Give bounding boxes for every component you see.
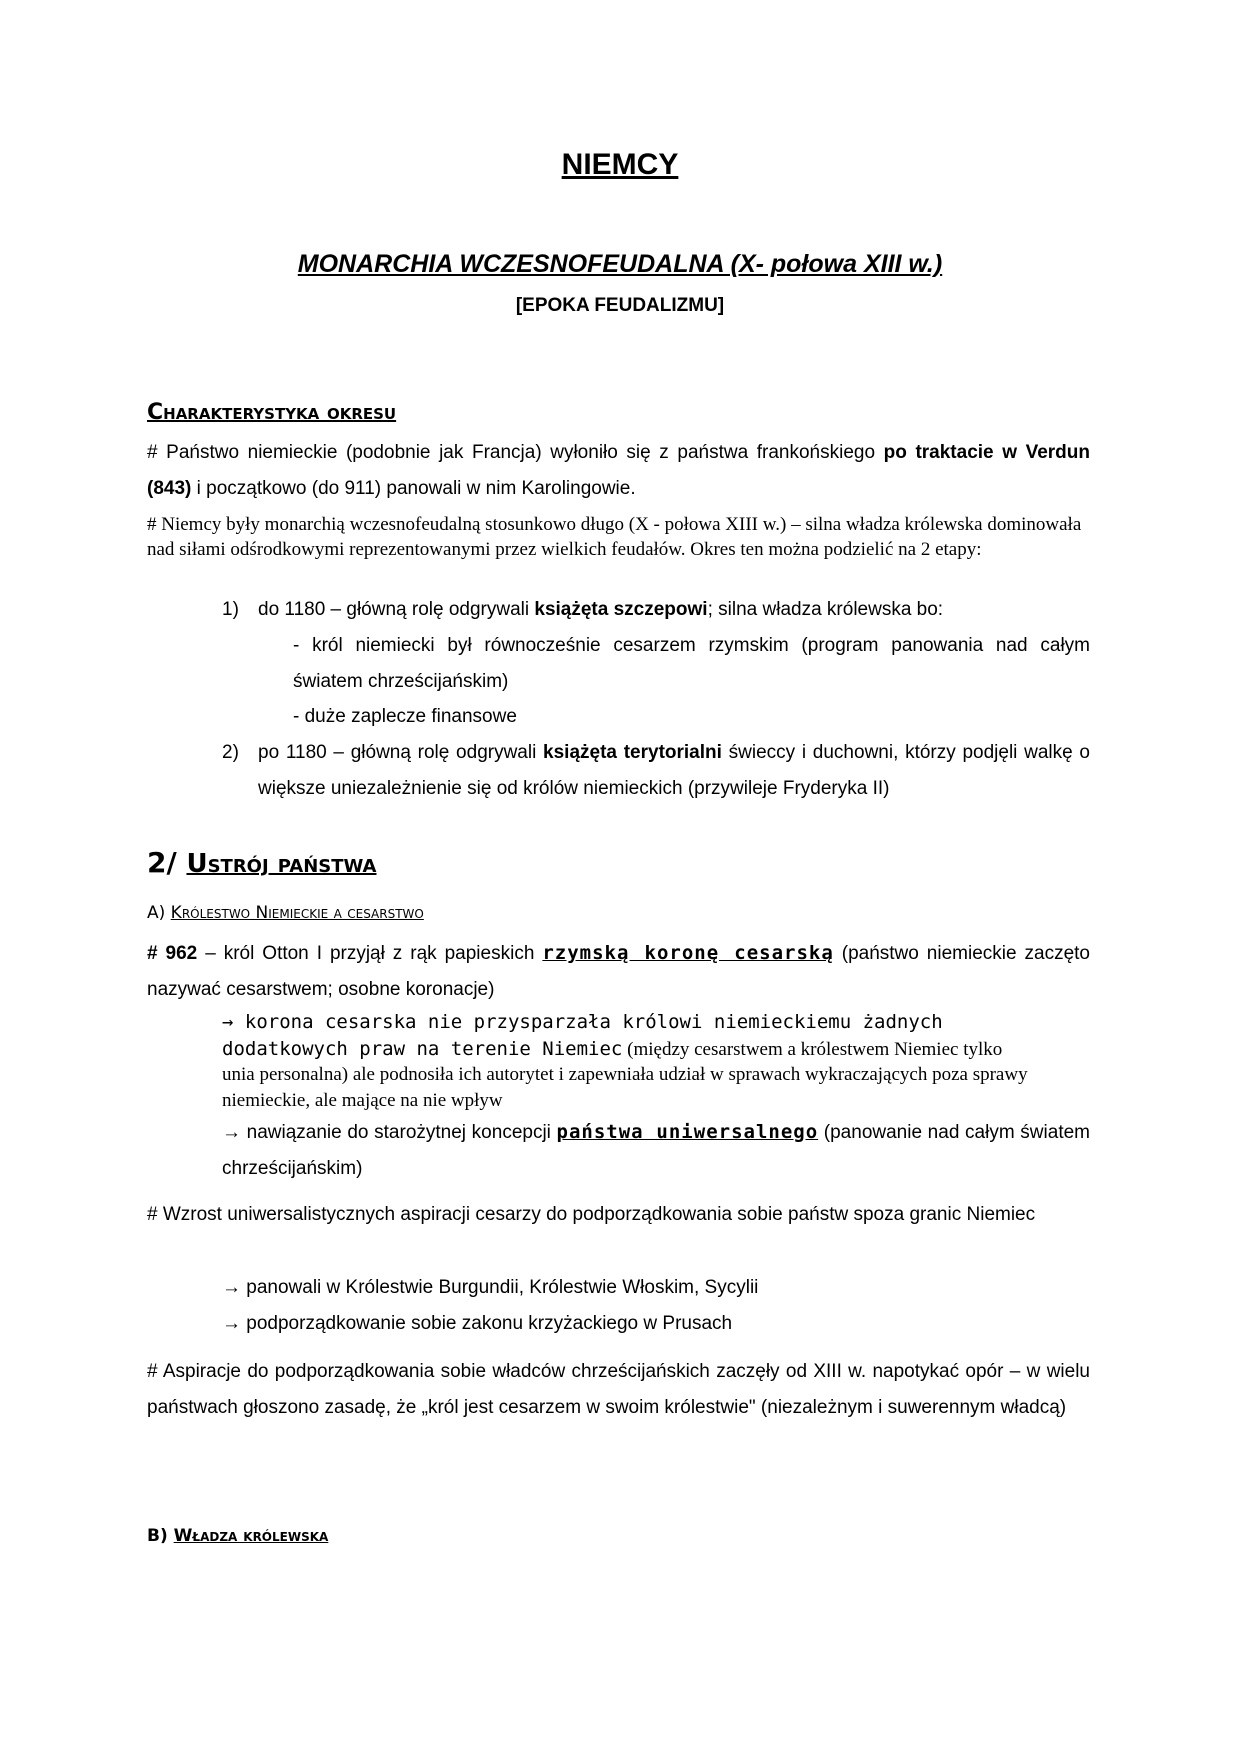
highlighted-term: rzymską koronę cesarską [542,942,834,964]
list-number: 1) [222,599,239,620]
text: świeccy i duchowni, którzy podjęli walkę o większe uniezależnienie się od królów niemieckich (przywileje Fryderyka II) [258,742,1090,799]
heading-text: Ustrój państwa [186,849,377,879]
paragraph-niemcy: # Niemcy były monarchią wczesnofeudalną stosunkowo długo (X - połowa XIII w.) – silna władza królewska dominowała nad siłami odśrodkowymi reprezentowanymi przez wielkich feudałów. Okres ten można podzielić na 2 etapy: [147,514,1082,560]
bold-text: # 962 [147,943,198,964]
mono-text: → korona cesarska nie przysparzała królowi niemieckiemu żadnych dodatkowych praw na terenie Niemiec [222,1011,943,1060]
text: (państwo niemieckie zaczęto nazywać cesarstwem; osobne koronacje) [147,943,1090,1000]
arrow-item [222,1010,1032,1114]
epoch-label: [EPOKA FEUDALIZMU] [515,295,725,316]
list-subitem: - duże zaplecze finansowe [293,706,517,727]
page-title: NIEMCY [561,148,679,181]
subsection-heading-a [147,900,1090,926]
list-item-2 [222,735,1090,807]
list-item-1 [222,592,1090,628]
heading-text: Władza królewska [173,1526,329,1546]
section-number: 2/ [147,846,177,879]
list-subitem: - król niemiecki był równocześnie cesarzem rzymskim (program panowania nad całym światem chrześcijańskim) [293,635,1090,692]
text: do 1180 – główną rolę odgrywali [258,599,535,620]
text: # Państwo niemieckie (podobnie jak Francja) wyłoniło się z państwa frankońskiego [147,442,884,463]
prefix: B) [147,1526,168,1546]
section-heading-charakterystyka: Charakterystyka okresu [147,400,397,425]
arrow-item: → panowali w Królestwie Burgundii, Królestwie Włoskim, Sycylii [222,1277,759,1298]
text: (panowanie nad całym światem chrześcijańskim) [222,1122,1090,1179]
paragraph-wzrost: # Wzrost uniwersalistycznych aspiracji cesarzy do podporządkowania sobie państw spoza granic Niemiec [147,1204,1036,1225]
text: ; silna władza królewska bo: [707,599,944,620]
text: (między cesarstwem a królestwem Niemiec tylko unia personalna) ale podnosiła ich autorytet i zapewniała udział w sprawach wykraczających poza sprawy niemieckie, ale mające na nie wpływ [222,1038,1028,1111]
text: po 1180 – główną rolę odgrywali [258,742,544,763]
arrow-item: → podporządkowanie sobie zakonu krzyżackiego w Prusach [222,1313,733,1334]
subsection-heading-b [147,1523,1090,1549]
heading-text: Królestwo Niemieckie a cesarstwo [170,903,424,923]
text: i początkowo (do 911) panowali w nim Karolingowie. [191,478,636,499]
prefix: A) [147,903,166,923]
section-heading-ustroj [147,843,1090,884]
text: – król Otton I przyjął z rąk papieskich [197,943,543,964]
list-number: 2) [222,742,239,763]
bold-text: po traktacie w Verdun (843) [147,442,1090,499]
highlighted-term: państwa uniwersalnego [556,1121,819,1143]
bold-text: książęta szczepowi [534,599,708,620]
arrow-item [222,1114,1090,1187]
paragraph-panstwo [147,435,1090,507]
text: → nawiązanie do starożytnej koncepcji [222,1122,557,1143]
paragraph-962 [147,935,1090,1008]
paragraph-aspiracje: # Aspiracje do podporządkowania sobie władców chrześcijańskich zaczęły od XIII w. napotykać opór – w wielu państwach głoszono zasadę, że „król jest cesarzem w swoim królestwie" (niezależnym i suwerennym władcą) [147,1361,1090,1418]
bold-text: książęta terytorialni [543,742,722,763]
page-subtitle: MONARCHIA WCZESNOFEUDALNA (X- połowa XIII w.) [297,250,943,278]
